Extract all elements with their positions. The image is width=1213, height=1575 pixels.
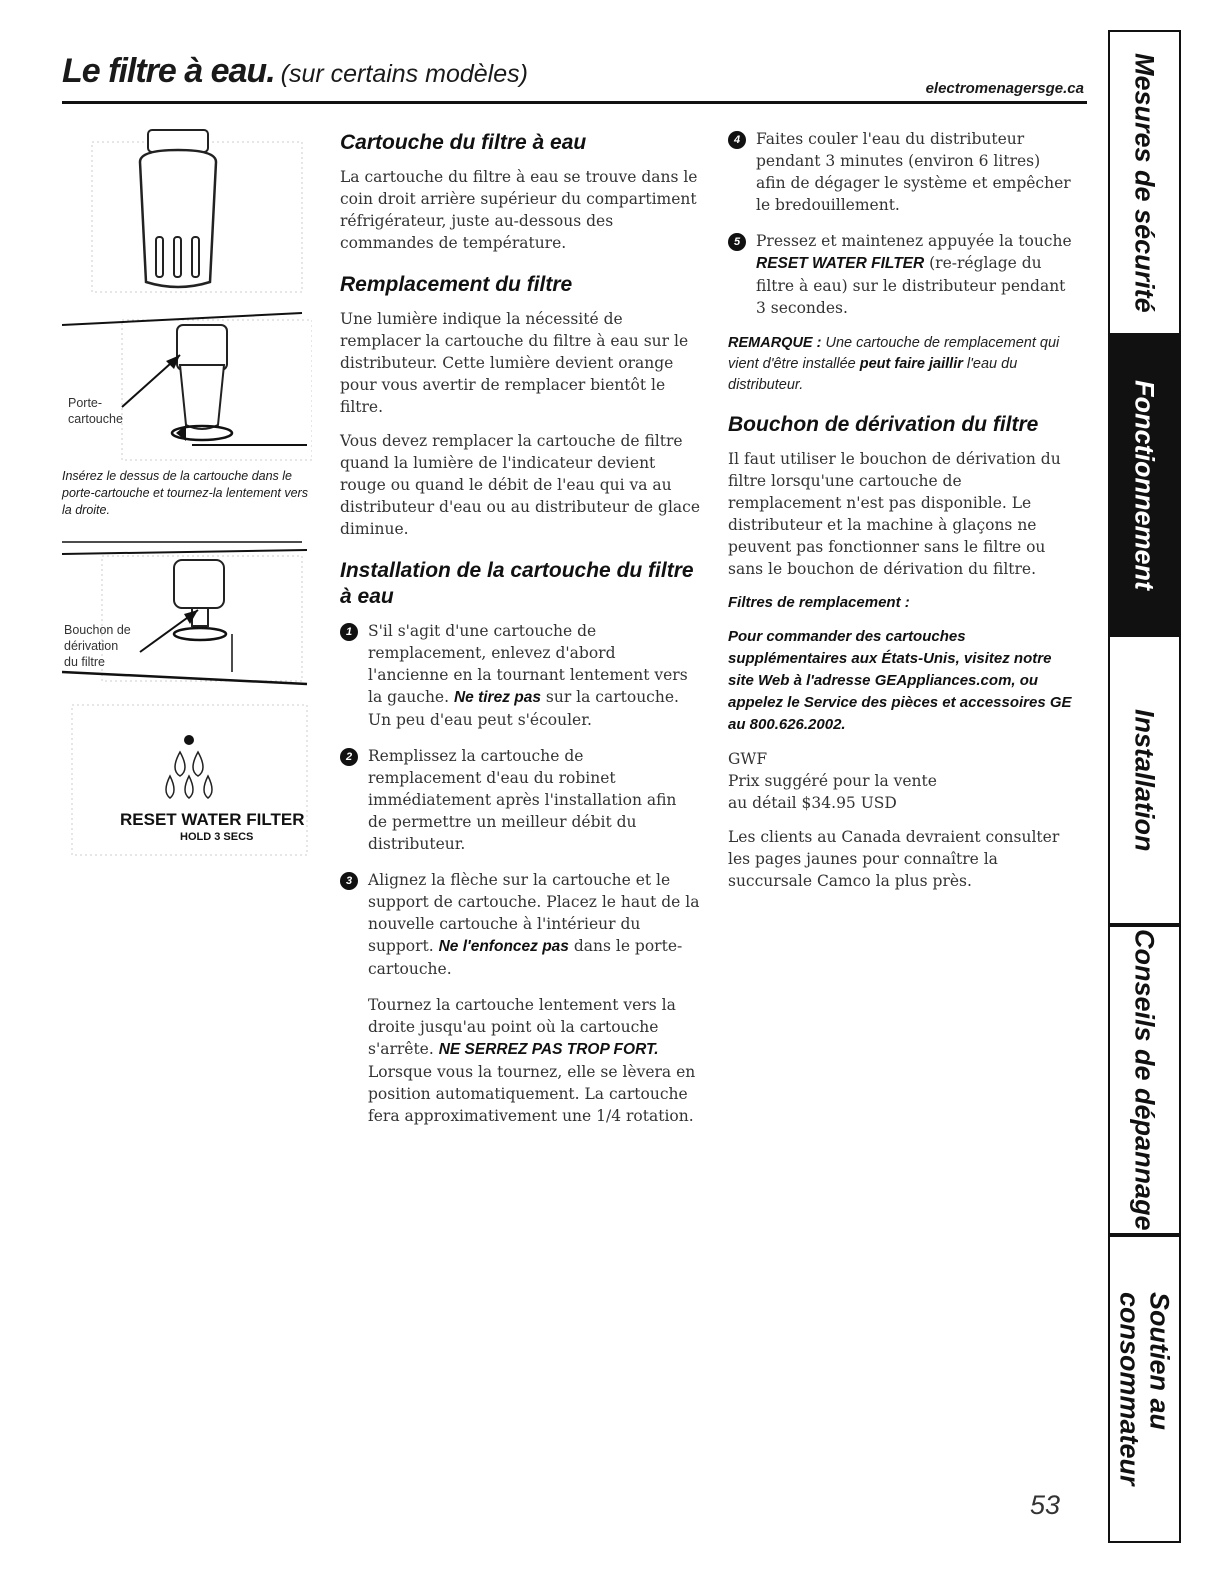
remarque-emphasis: peut faire jaillir: [859, 356, 963, 372]
para-cartouche: La cartouche du filtre à eau se trouve dans le coin droit arrière supérieur du compartiment réfrigérateur, juste au-dessous des commandes de température.: [340, 168, 698, 252]
tab-fonctionnement[interactable]: [1108, 335, 1181, 635]
cartridge-holder-illustration: [62, 305, 312, 465]
bypass-plug-illustration: [62, 532, 312, 692]
step-3: [340, 869, 700, 980]
model-gwf: GWF: [728, 750, 768, 768]
reset-water-filter-illustration: [62, 700, 312, 865]
tab-label: Mesures de sécurité: [1129, 52, 1160, 313]
tab-label: Soutien au consommateur: [1114, 1292, 1175, 1486]
price-line-1: Prix suggéré pour la vente: [728, 772, 937, 790]
para-remplacement-1: Une lumière indique la nécessité de remplacer la cartouche du filtre à eau sur le distributeur. Cette lumière devient orange pour vous avertir de remplacer bientôt le filtre.: [340, 310, 689, 416]
label-bouchon: Bouchon de: [64, 623, 131, 637]
para-emphasis: NE SERREZ PAS TROP FORT.: [438, 1041, 659, 1058]
tab-soutien-consommateur[interactable]: [1108, 1235, 1181, 1543]
step-number: 1: [340, 623, 358, 641]
page-title: [62, 52, 528, 91]
heading-bouchon: Bouchon de dérivation du filtre: [728, 413, 1039, 436]
label-derivation: dérivation: [64, 639, 119, 653]
title-main: Le filtre à eau.: [62, 52, 275, 90]
title-subtitle: (sur certains modèles): [280, 60, 528, 88]
reset-water-filter-label: RESET WATER FILTER: [120, 810, 305, 829]
para-canada: Les clients au Canada devraient consulter les pages jaunes pour connaître la succursale Camco la plus près.: [728, 828, 1060, 890]
label-cartouche: cartouche: [68, 412, 123, 426]
header-rule: [62, 101, 1087, 104]
step-text: (re-réglage du filtre à eau) sur le distributeur pendant 3 secondes.: [756, 254, 1066, 317]
para-text: Tournez la cartouche lentement vers la droite jusqu'au point où la cartouche s'arrête.: [368, 996, 676, 1058]
heading-remplacement: Remplacement du filtre: [340, 273, 573, 296]
remarque-text: l'eau du distributeur.: [728, 356, 1018, 393]
tab-mesures-securite[interactable]: [1108, 30, 1181, 335]
tab-label: Fonctionnement: [1129, 380, 1160, 590]
remarque-text: Une cartouche de remplacement qui vient d'être installée: [728, 335, 1060, 372]
step-text: dans le porte-cartouche.: [368, 937, 683, 978]
para-text: Lorsque vous la tournez, elle se lèvera en position automatiquement. La cartouche fera approximativement une 1/4 rotation.: [368, 1063, 696, 1125]
price-line-2: au détail $34.95 USD: [728, 794, 897, 812]
right-column: [728, 128, 1073, 904]
filter-cartridge-illustration: [62, 122, 312, 297]
step-text: Faites couler l'eau du distributeur pendant 3 minutes (environ 6 litres) afin de dégager le système et empêcher le bredouillement.: [756, 130, 1071, 214]
step-text: Pressez et maintenez appuyée la touche: [756, 232, 1072, 250]
step-number: 5: [728, 233, 746, 251]
website-link[interactable]: electromenagersge.ca: [925, 80, 1084, 97]
heading-cartouche: Cartouche du filtre à eau: [340, 131, 587, 154]
middle-column: [340, 130, 700, 1139]
indicator-light-icon: [184, 735, 194, 745]
tab-label: Conseils de dépannage: [1129, 929, 1160, 1231]
step-emphasis: RESET WATER FILTER: [756, 255, 925, 272]
para-tournez: [340, 994, 700, 1127]
tab-label: Installation: [1129, 708, 1160, 852]
page-number: 53: [1030, 1490, 1061, 1520]
section-tabs: [1108, 30, 1181, 1543]
step-number: 2: [340, 748, 358, 766]
water-drop-icon: [175, 752, 185, 776]
order-info: Pour commander des cartouches supplémentaires aux États-Unis, visitez notre site Web à l'adresse GEAppliances.com, ou appelez le Service des pièces et accessoires GE au 800.626.2002.: [728, 628, 1072, 733]
step-emphasis: Ne tirez pas: [453, 689, 541, 706]
remarque-label: REMARQUE :: [728, 335, 822, 351]
step-4: [728, 128, 1073, 216]
step-text: Remplissez la cartouche de remplacement d'eau du robinet immédiatement après l'installation afin de permettre un meilleur débit du distributeur.: [368, 747, 677, 853]
tab-installation[interactable]: [1108, 635, 1181, 925]
step-number: 3: [340, 872, 358, 890]
para-bouchon: Il faut utiliser le bouchon de dérivation du filtre lorsqu'une cartouche de remplacement n'est pas disponible. Le distributeur et la machine à glaçons ne peuvent pas fonctionner sans le filtre ou sans le bouchon de dérivation du filtre.: [728, 450, 1061, 578]
filtres-heading: Filtres de remplacement :: [728, 594, 910, 611]
label-porte: Porte-: [68, 396, 103, 410]
tab-conseils-depannage[interactable]: [1108, 925, 1181, 1235]
heading-installation: Installation de la cartouche du filtre à eau: [340, 559, 694, 608]
figure-caption: Insérez le dessus de la cartouche dans le porte-cartouche et tournez-la lentement vers la droite.: [62, 469, 308, 517]
hold-3-secs-label: HOLD 3 SECS: [180, 831, 254, 843]
label-dufiltre: du filtre: [64, 655, 105, 669]
step-text: S'il s'agit d'une cartouche de remplacement, enlevez d'abord l'ancienne en la tournant lentement vers la gauche.: [368, 622, 688, 706]
step-2: [340, 745, 700, 855]
step-1: [340, 620, 700, 731]
step-emphasis: Ne l'enfoncez pas: [438, 938, 569, 955]
step-5: [728, 230, 1073, 319]
step-text: Alignez la flèche sur la cartouche et le support de cartouche. Placez le haut de la nouvelle cartouche à l'intérieur du support.: [368, 871, 700, 955]
step-number: 4: [728, 131, 746, 149]
remarque-note: [728, 333, 1073, 396]
step-text: sur la cartouche. Un peu d'eau peut s'écouler.: [368, 688, 679, 729]
para-remplacement-2: Vous devez remplacer la cartouche de filtre quand la lumière de l'indicateur devient rouge ou quand le débit de l'eau qui va au distributeur d'eau ou au distributeur de glace diminue.: [340, 432, 701, 538]
